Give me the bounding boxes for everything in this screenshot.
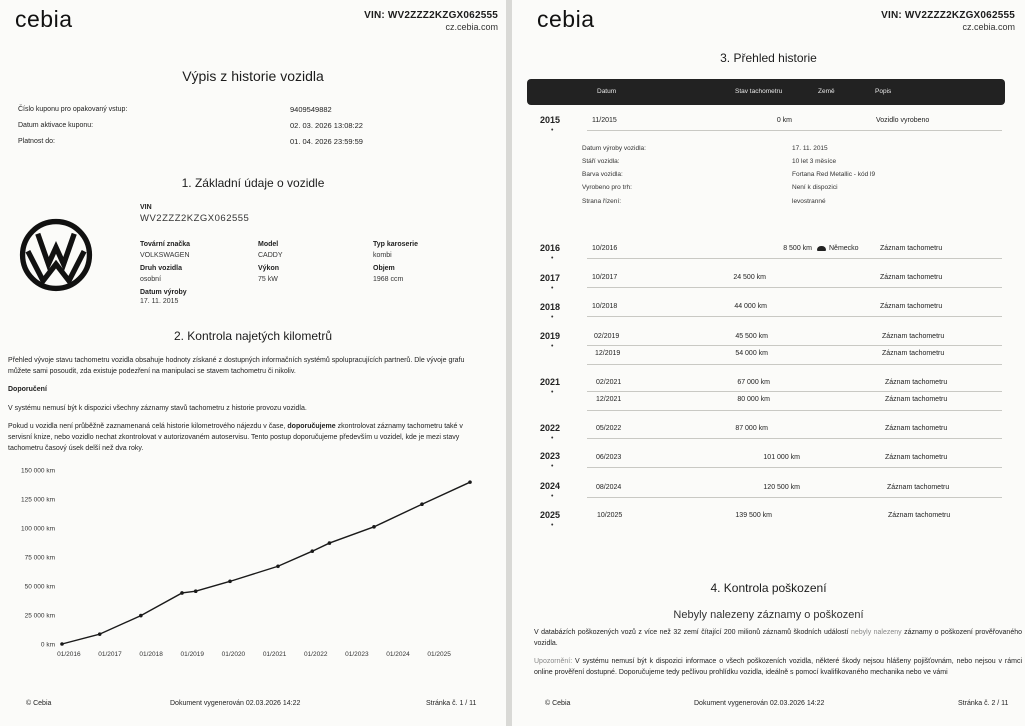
detail-production-date-label: Datum výroby vozidla:: [582, 145, 646, 152]
history-year: 2019: [540, 331, 561, 341]
history-odometer: 8 500 km: [783, 245, 812, 252]
mileage-series-line: [62, 482, 470, 644]
section-basic-info-title: 1. Základní údaje o vozidle: [181, 176, 325, 190]
recommendation-text-2c: zkontrolovat záznamy tachometru také v servisní knize, nebo vozidlo nechat zkontrolovat v autorizovaném autoservisu. Tento postup doporučujeme především u vozidel, kde je mezi stavy tachometru časový úsek delší než dva roky.: [8, 423, 463, 452]
vin-value: WV2ZZZ2KZGX062555: [140, 213, 250, 224]
mileage-data-point: [372, 525, 376, 529]
detail-steering-label: Strana řízení:: [582, 198, 622, 205]
history-odometer: 67 000 km: [737, 379, 770, 386]
header-url: cz.cebia.com: [445, 22, 498, 32]
header-vin-block: [364, 10, 498, 32]
history-date: 05/2022: [596, 425, 622, 432]
power-value: 75 kW: [258, 276, 278, 283]
mileage-chart: [0, 462, 506, 662]
timeline-dot: •: [551, 522, 554, 529]
history-description: Záznam tachometru: [885, 396, 948, 403]
y-tick-label: 150 000 km: [21, 467, 55, 475]
y-tick-label: 0 km: [40, 641, 55, 649]
section-history-title: 3. Přehled historie: [720, 51, 817, 65]
timeline-dot: •: [551, 463, 554, 470]
mileage-data-point: [328, 541, 332, 545]
history-odometer: 24 500 km: [733, 274, 766, 281]
row-separator: [587, 258, 1002, 259]
header-vin-block: [881, 10, 1015, 32]
mileage-data-point: [194, 589, 198, 593]
cebia-logo: cebia: [15, 6, 73, 32]
history-table-header: [527, 79, 1005, 105]
recommendation-text-1: V systému nemusí být k dispozici všechny záznamy stavů tachometru z historie provozu vozidla.: [8, 405, 307, 412]
history-date: 12/2019: [595, 350, 621, 357]
mileage-data-point: [228, 580, 232, 584]
history-year: 2022: [540, 423, 561, 433]
x-tick-label: 01/2016: [57, 651, 81, 658]
history-description: Záznam tachometru: [880, 274, 943, 281]
timeline-dot: •: [551, 343, 554, 350]
x-tick-label: 01/2024: [386, 651, 410, 658]
row-separator: [587, 391, 1002, 392]
timeline-dot: •: [551, 435, 554, 442]
history-description: Vozidlo vyrobeno: [876, 117, 930, 124]
damage-warning-label: Upozornění:: [534, 658, 573, 665]
vehicle-kind-value: osobní: [140, 276, 162, 283]
timeline-dot: •: [551, 127, 554, 134]
row-separator: [587, 497, 1002, 498]
timeline-dot: •: [551, 285, 554, 292]
history-description: Záznam tachometru: [882, 333, 945, 340]
row-separator: [587, 130, 1002, 131]
history-odometer: 101 000 km: [763, 454, 800, 461]
history-year: 2016: [540, 243, 561, 253]
report-page-2: [512, 0, 1025, 726]
section-damage-title: 4. Kontrola poškození: [710, 581, 827, 595]
history-description: Záznam tachometru: [880, 245, 943, 252]
footer-copyright: © Cebia: [545, 700, 571, 707]
timeline-dot: •: [551, 255, 554, 262]
column-date: Datum: [597, 88, 617, 95]
history-year: 2025: [540, 510, 561, 520]
damage-warning-body: V systému nemusí být k dispozici informace o všech poškozeních vozidla, některé škody nejsou hlášeny pojišťovnám, nebo nejsou v rámci online prověření dostupné. Doporučujeme tedy pečlivou prohlídku vozidla, ideálně s pomocí kvalifikovaného mechanika nebo ve vámi: [534, 658, 1022, 676]
history-description: Záznam tachometru: [887, 484, 950, 491]
damage-text-c: záznamy o poškození prověřovaného vozidla.: [534, 629, 1022, 647]
row-separator: [587, 364, 1002, 365]
damage-result-subtitle: Nebyly nalezeny záznamy o poškození: [673, 609, 864, 621]
detail-age-label: Stáří vozidla:: [582, 158, 620, 165]
car-icon: [817, 246, 826, 251]
history-year: 2017: [540, 273, 561, 283]
damage-text-a: V databázích poškozených vozů z více než 32 zemí čítající 200 milionů záznamů škodních událostí: [534, 629, 849, 636]
timeline-dot: •: [551, 389, 554, 396]
history-date: 10/2018: [592, 303, 618, 310]
detail-steering-value: levostranné: [792, 198, 826, 205]
history-date: 02/2019: [594, 333, 620, 340]
x-tick-label: 01/2020: [221, 651, 246, 658]
history-odometer: 120 500 km: [763, 484, 800, 491]
detail-market-value: Není k dispozici: [792, 184, 838, 191]
footer-generated: Dokument vygenerován 02.03.2026 14:22: [170, 700, 301, 707]
column-odometer: Stav tachometru: [735, 88, 783, 95]
header-url: cz.cebia.com: [962, 22, 1015, 32]
mileage-data-point: [420, 502, 424, 506]
y-tick-label: 75 000 km: [24, 554, 55, 562]
x-tick-label: 01/2017: [98, 651, 122, 658]
damage-warning-text: [534, 656, 1022, 678]
y-tick-label: 125 000 km: [21, 496, 55, 504]
mileage-data-point: [60, 642, 64, 646]
mileage-data-point: [180, 591, 184, 595]
model-value: CADDY: [258, 252, 283, 259]
vehicle-kind-label: Druh vozidla: [140, 265, 183, 272]
history-year: 2024: [540, 481, 561, 491]
detail-production-date-value: 17. 11. 2015: [792, 145, 828, 152]
footer-generated: Dokument vygenerován 02.03.2026 14:22: [694, 700, 825, 707]
history-odometer: 139 500 km: [735, 512, 772, 519]
y-tick-label: 100 000 km: [21, 525, 55, 533]
production-date-label: Datum výroby: [140, 289, 187, 296]
x-tick-label: 01/2025: [427, 651, 451, 658]
history-odometer: 0 km: [776, 117, 792, 124]
column-description: Popis: [875, 88, 892, 95]
footer-copyright: © Cebia: [26, 700, 52, 707]
make-value: VOLKSWAGEN: [140, 252, 190, 259]
recommendation-heading: Doporučení: [8, 386, 47, 393]
history-year: 2021: [540, 377, 561, 387]
model-label: Model: [258, 241, 279, 248]
mileage-data-point: [98, 632, 102, 636]
section-mileage-title: 2. Kontrola najetých kilometrů: [173, 329, 333, 343]
header-vin: VIN: WV2ZZZ2KZGX062555: [881, 10, 1015, 21]
history-description: Záznam tachometru: [885, 425, 948, 432]
history-year: 2015: [540, 115, 561, 125]
damage-result-text: [534, 627, 1022, 649]
mileage-data-point: [310, 549, 314, 553]
production-date-value: 17. 11. 2015: [140, 298, 179, 305]
coupon-validity-value: 01. 04. 2026 23:59:59: [290, 137, 363, 146]
country-name: Německo: [829, 245, 859, 252]
y-tick-label: 25 000 km: [24, 612, 55, 620]
coupon-validity-label: Platnost do:: [18, 138, 55, 145]
coupon-activation-value: 02. 03. 2026 13:08:22: [290, 121, 363, 130]
volkswagen-logo-icon: [18, 217, 94, 293]
detail-age-value: 10 let 3 měsíce: [792, 158, 837, 165]
history-date: 10/2016: [592, 245, 618, 252]
history-year: 2018: [540, 302, 561, 312]
y-tick-label: 50 000 km: [24, 583, 55, 591]
history-date: 02/2021: [596, 379, 622, 386]
history-odometer: 80 000 km: [737, 396, 770, 403]
history-odometer: 44 000 km: [734, 303, 767, 310]
row-separator: [587, 316, 1002, 317]
document-title: Výpis z historie vozidla: [182, 68, 324, 84]
recommendation-text-2a: Pokud u vozidla není průběžně zaznamenaná celá historie kilometrového nájezdu v čase,: [8, 423, 286, 430]
x-tick-label: 01/2021: [262, 651, 287, 658]
recommendation-text-2b: doporučujeme: [287, 423, 336, 430]
displacement-value: 1968 ccm: [373, 276, 404, 283]
history-date: 11/2015: [592, 117, 617, 124]
history-description: Záznam tachometru: [885, 379, 948, 386]
x-tick-label: 01/2022: [303, 651, 328, 658]
history-description: Záznam tachometru: [888, 512, 951, 519]
history-odometer: 87 000 km: [735, 425, 768, 432]
displacement-label: Objem: [373, 265, 395, 272]
damage-text-b: nebyly nalezeny: [850, 629, 902, 636]
timeline-dot: •: [551, 314, 554, 321]
mileage-data-point: [276, 564, 280, 568]
report-page-1: [0, 0, 506, 726]
row-separator: [587, 438, 1002, 439]
mileage-data-point: [139, 614, 143, 618]
vin-label: VIN: [140, 204, 152, 211]
column-country: Země: [818, 88, 835, 95]
history-date: 06/2023: [596, 454, 622, 461]
x-tick-label: 01/2018: [139, 651, 163, 658]
history-date: 10/2017: [592, 274, 618, 281]
row-separator: [587, 410, 1002, 411]
history-description: Záznam tachometru: [880, 303, 943, 310]
footer-page-number: Stránka č. 2 / 11: [958, 700, 1009, 707]
body-type-label: Typ karoserie: [373, 241, 419, 248]
row-separator: [587, 345, 1002, 346]
history-year: 2023: [540, 451, 561, 461]
coupon-number-label: Číslo kuponu pro opakovaný vstup:: [18, 106, 128, 113]
history-odometer: 54 000 km: [735, 350, 768, 357]
mileage-data-point: [468, 480, 472, 484]
history-date: 12/2021: [596, 396, 622, 403]
x-tick-label: 01/2023: [345, 651, 369, 658]
footer-page-number: Stránka č. 1 / 11: [426, 700, 477, 707]
coupon-number-value: 9409549882: [290, 105, 332, 114]
detail-color-value: Fortana Red Metallic - kód l9: [792, 171, 876, 178]
x-tick-label: 01/2019: [180, 651, 205, 658]
timeline-dot: •: [551, 493, 554, 500]
detail-market-label: Vyrobeno pro trh:: [582, 184, 632, 191]
history-date: 10/2025: [597, 512, 623, 519]
history-date: 08/2024: [596, 484, 622, 491]
power-label: Výkon: [258, 265, 280, 272]
header-vin: VIN: WV2ZZZ2KZGX062555: [364, 10, 498, 21]
make-label: Tovární značka: [140, 241, 191, 248]
history-description: Záznam tachometru: [882, 350, 945, 357]
row-separator: [587, 467, 1002, 468]
recommendation-text-2: [8, 421, 488, 454]
body-type-value: kombi: [373, 252, 392, 259]
history-country: [817, 245, 859, 252]
coupon-activation-label: Datum aktivace kuponu:: [18, 122, 94, 129]
history-description: Záznam tachometru: [885, 454, 948, 461]
detail-color-label: Barva vozidla:: [582, 171, 623, 178]
row-separator: [587, 287, 1002, 288]
cebia-logo: cebia: [537, 6, 595, 32]
history-odometer: 45 500 km: [735, 333, 768, 340]
mileage-intro-text: Přehled vývoje stavu tachometru vozidla obsahuje hodnoty získané z dostupných informačních systémů spolupracujících partnerů. Dle vývoje grafu můžete sami posoudit, zda existuje podezření na manipulaci se stavem tachometru či nikoliv.: [8, 357, 465, 375]
